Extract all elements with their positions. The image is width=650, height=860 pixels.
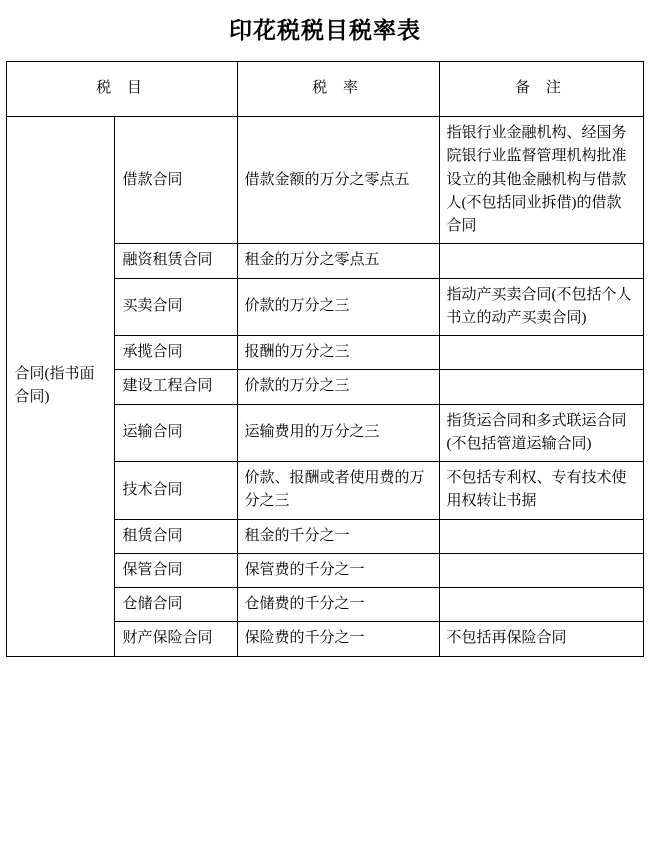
rate-cell: 仓储费的千分之一 [237, 588, 439, 622]
remark-cell: 不包括专利权、专有技术使用权转让书据 [439, 462, 643, 520]
page-title: 印花税税目税率表 [229, 18, 421, 43]
remark-cell: 不包括再保险合同 [439, 622, 643, 656]
remark-cell [439, 244, 643, 278]
remark-cell [439, 588, 643, 622]
header-cell-taxitem: 税 目 [7, 62, 237, 117]
header-row [7, 62, 643, 117]
header-cell-remark: 备 注 [439, 62, 643, 117]
remark-cell [439, 370, 643, 404]
document-page [0, 12, 650, 860]
table-row [7, 117, 643, 244]
item-cell: 借款合同 [115, 117, 237, 244]
remark-cell [439, 519, 643, 553]
remark-cell: 指货运合同和多式联运合同(不包括管道运输合同) [439, 404, 643, 462]
item-cell: 承揽合同 [115, 336, 237, 370]
rate-cell: 借款金额的万分之零点五 [237, 117, 439, 244]
item-cell: 技术合同 [115, 462, 237, 520]
remark-cell: 指银行业金融机构、经国务院银行业监督管理机构批准设立的其他金融机构与借款人(不包括同业拆借)的借款合同 [439, 117, 643, 244]
table-body [7, 117, 643, 657]
rate-cell: 租金的千分之一 [237, 519, 439, 553]
rate-cell: 运输费用的万分之三 [237, 404, 439, 462]
stamp-tax-rate-table [6, 61, 643, 657]
item-cell: 保管合同 [115, 553, 237, 587]
table-header [7, 62, 643, 117]
rate-cell: 保管费的千分之一 [237, 553, 439, 587]
item-cell: 财产保险合同 [115, 622, 237, 656]
category-cell-contract: 合同(指书面合同) [7, 117, 115, 657]
item-cell: 买卖合同 [115, 278, 237, 336]
rate-cell: 价款的万分之三 [237, 370, 439, 404]
remark-cell [439, 553, 643, 587]
remark-cell: 指动产买卖合同(不包括个人书立的动产买卖合同) [439, 278, 643, 336]
item-cell: 租赁合同 [115, 519, 237, 553]
header-cell-taxrate: 税 率 [237, 62, 439, 117]
remark-cell [439, 336, 643, 370]
item-cell: 仓储合同 [115, 588, 237, 622]
rate-cell: 价款、报酬或者使用费的万分之三 [237, 462, 439, 520]
rate-cell: 保险费的千分之一 [237, 622, 439, 656]
item-cell: 建设工程合同 [115, 370, 237, 404]
rate-cell: 价款的万分之三 [237, 278, 439, 336]
rate-cell: 租金的万分之零点五 [237, 244, 439, 278]
item-cell: 运输合同 [115, 404, 237, 462]
item-cell: 融资租赁合同 [115, 244, 237, 278]
rate-cell: 报酬的万分之三 [237, 336, 439, 370]
